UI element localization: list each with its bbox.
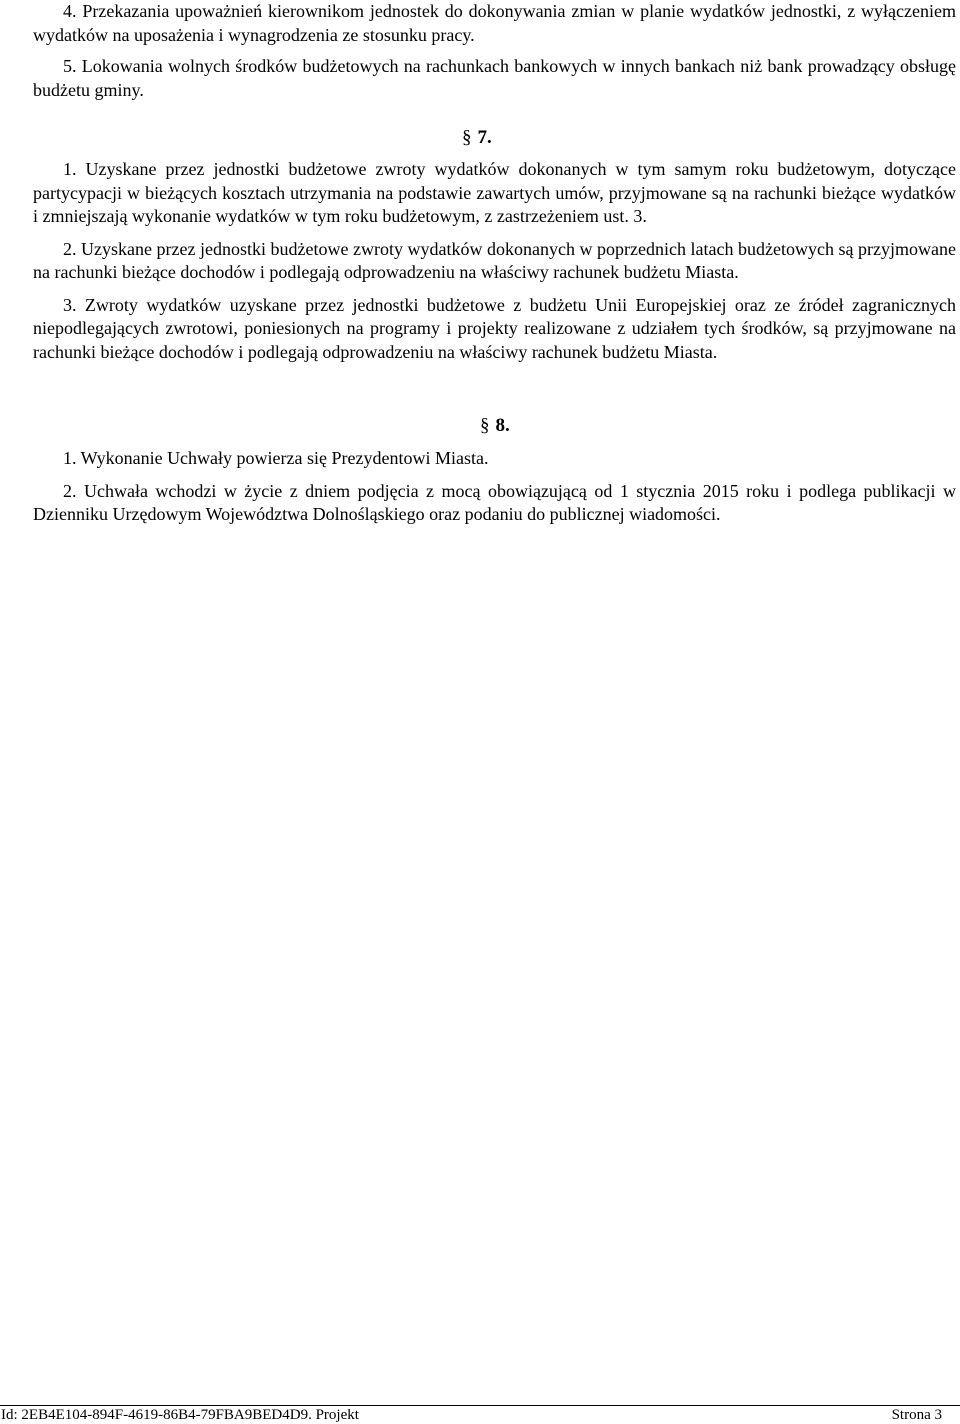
section-8-paragraph-1: 1. Wykonanie Uchwały powierza się Prezydentowi Miasta.: [63, 448, 489, 468]
section-8-body: [33, 447, 956, 527]
top-items: [33, 0, 956, 102]
document-id: Id: 2EB4E104-894F-4619-86B4-79FBA9BED4D9. Projekt: [1, 1407, 359, 1423]
section-7-paragraph-2: 2. Uzyskane przez jednostki budżetowe zwroty wydatków dokonanych w poprzednich latach budżetowych są przyjmowane na rachunki bieżące dochodów i podlegają odprowadzeniu na właściwy rachunek budżetu Miasta.: [33, 238, 956, 282]
list-item-4: 4. Przekazania upoważnień kierownikom jednostek do dokonywania zmian w planie wydatków jednostki, z wyłączeniem wydatków na uposażenia i wynagrodzenia ze stosunku pracy.: [33, 1, 956, 45]
page-number: Strona 3: [891, 1407, 942, 1423]
section-8-paragraph-2: 2. Uchwała wchodzi w życie z dniem podjęcia z mocą obowiązującą od 1 stycznia 2015 roku i podlega publikacji w Dzienniku Urzędowym Województwa Dolnośląskiego oraz podaniu do publicznej wiadomości.: [33, 480, 956, 524]
section-7-paragraph-3: 3. Zwroty wydatków uzyskane przez jednostki budżetowe z budżetu Unii Europejskiej oraz ze źródeł zagranicznych niepodlegających zwrotowi, poniesionych na programy i projekty realizowane z udziałem tych środków, są przyjmowane na rachunki bieżące dochodów i podlegają odprowadzeniu na właściwy rachunek budżetu Miasta.: [33, 294, 956, 362]
page-footer: [0, 1405, 960, 1424]
section-number: 8.: [495, 415, 510, 436]
section-7-body: [33, 158, 956, 364]
section-8-heading: [480, 414, 510, 438]
section-7-paragraph-1: 1. Uzyskane przez jednostki budżetowe zwroty wydatków dokonanych w tym samym roku budżetowym, dotyczące partycypacji w bieżących kosztach utrzymania na podstawie zawartych umów, przyjmowane są na rachunki bieżące wydatków i zmniejszają wykonanie wydatków w tym roku budżetowym, z zastrzeżeniem ust. 3.: [33, 159, 956, 226]
section-symbol: §: [480, 415, 490, 436]
section-number: 7.: [477, 127, 492, 148]
section-symbol: §: [462, 127, 472, 148]
list-item-5: 5. Lokowania wolnych środków budżetowych na rachunkach bankowych w innych bankach niż bank prowadzący obsługę budżetu gminy.: [33, 56, 956, 100]
section-7-heading: [462, 126, 492, 150]
